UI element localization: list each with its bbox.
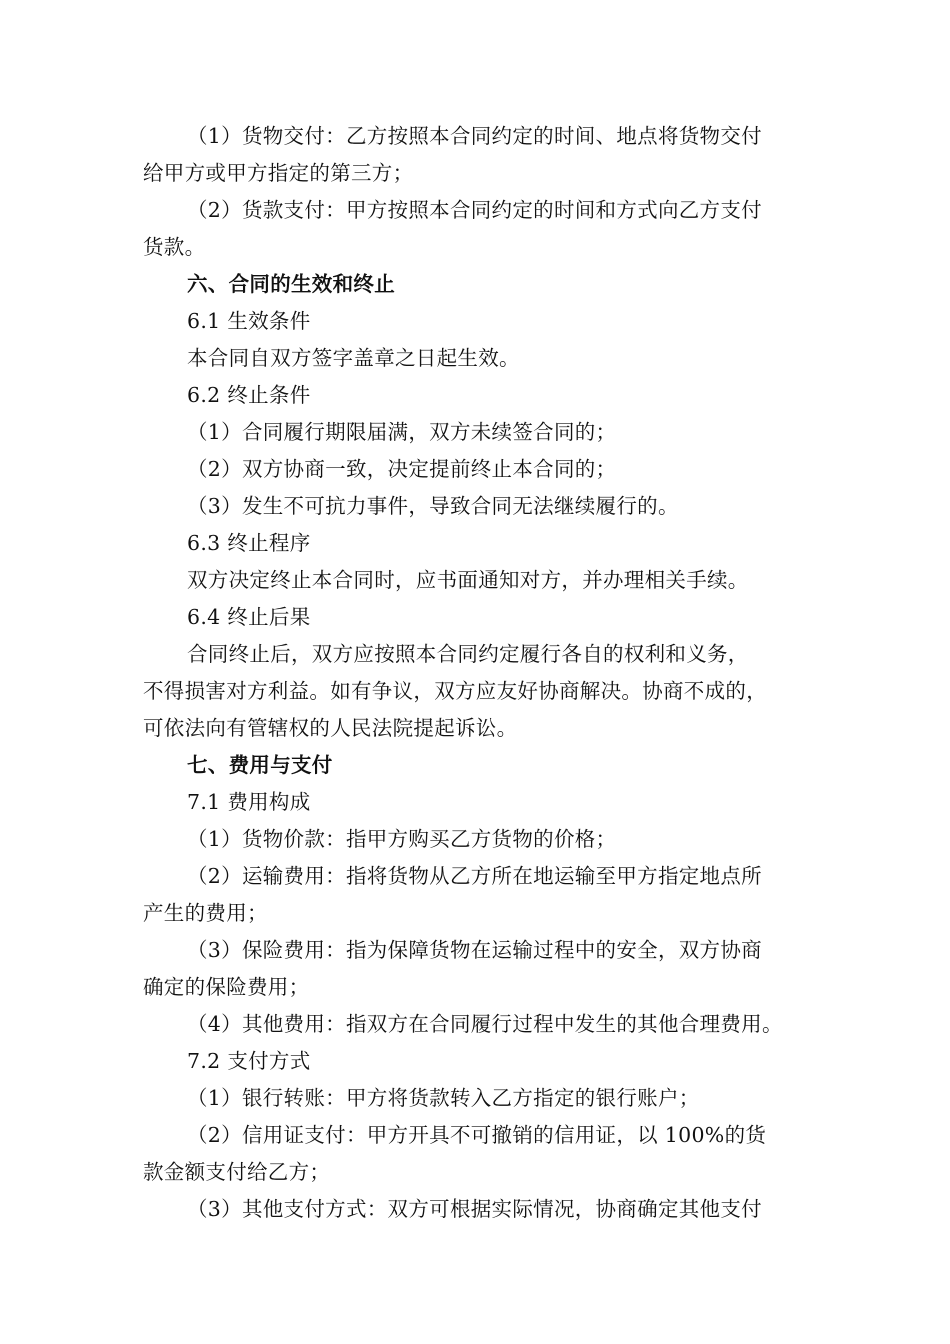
text-line: 款金额支付给乙方； xyxy=(143,1160,331,1184)
text-line: 合同终止后，双方应按照本合同约定履行各自的权利和义务， xyxy=(187,642,749,666)
text-line: 产生的费用； xyxy=(143,901,268,925)
text-line: 6.4 终止后果 xyxy=(187,605,311,629)
text-line: （1）合同履行期限届满，双方未续签合同的； xyxy=(187,420,617,444)
text-line: 7.1 费用构成 xyxy=(187,790,311,814)
text-line: 本合同自双方签字盖章之日起生效。 xyxy=(187,346,520,370)
text-line: 货款。 xyxy=(143,235,206,259)
text-line: （3）其他支付方式：双方可根据实际情况，协商确定其他支付 xyxy=(187,1197,762,1221)
text-line: 不得损害对方利益。如有争议，双方应友好协商解决。协商不成的， xyxy=(143,679,767,703)
text-line: 确定的保险费用； xyxy=(143,975,310,999)
text-line: 6.2 终止条件 xyxy=(187,383,311,407)
text-line: （1）货物价款：指甲方购买乙方货物的价格； xyxy=(187,827,617,851)
text-line: 6.1 生效条件 xyxy=(187,309,311,333)
text-line: 7.2 支付方式 xyxy=(187,1049,311,1073)
text-line: （4）其他费用：指双方在合同履行过程中发生的其他合理费用。 xyxy=(187,1012,783,1036)
text-line: （1）货物交付：乙方按照本合同约定的时间、地点将货物交付 xyxy=(187,124,762,148)
document-body xyxy=(143,118,833,1228)
text-line: （1）银行转账：甲方将货款转入乙方指定的银行账户； xyxy=(187,1086,700,1110)
text-line: 给甲方或甲方指定的第三方； xyxy=(143,161,414,185)
text-line: （2）运输费用：指将货物从乙方所在地运输至甲方指定地点所 xyxy=(187,864,762,888)
text-line: （3）发生不可抗力事件，导致合同无法继续履行的。 xyxy=(187,494,679,518)
text-line: （2）货款支付：甲方按照本合同约定的时间和方式向乙方支付 xyxy=(187,198,762,222)
text-line: （3）保险费用：指为保障货物在运输过程中的安全，双方协商 xyxy=(187,938,762,962)
section-heading: 七、费用与支付 xyxy=(187,753,333,777)
section-heading: 六、合同的生效和终止 xyxy=(187,272,395,296)
text-line: 双方决定终止本合同时，应书面通知对方，并办理相关手续。 xyxy=(187,568,749,592)
text-line: 可依法向有管辖权的人民法院提起诉讼。 xyxy=(143,716,518,740)
text-line: 6.3 终止程序 xyxy=(187,531,311,555)
text-line: （2）双方协商一致，决定提前终止本合同的； xyxy=(187,457,617,481)
text-line: （2）信用证支付：甲方开具不可撤销的信用证，以 100%的货 xyxy=(187,1123,767,1147)
